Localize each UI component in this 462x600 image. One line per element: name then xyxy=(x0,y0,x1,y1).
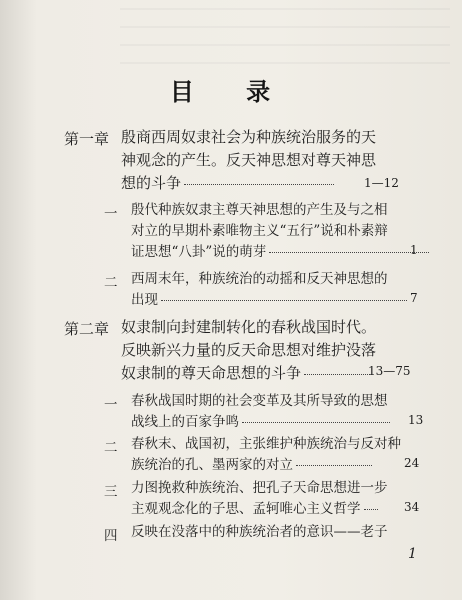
chapter-label: 第二章 xyxy=(64,320,110,338)
chapter-title: 殷商西周奴隶社会为种族统治服务的天 神观念的产生。反天神思想对尊天神思 想的斗争 xyxy=(121,128,377,192)
chapter-title: 奴隶制向封建制转化的春秋战国时代。 反映新兴力量的反天命思想对维护没落 奴隶制的尊天命思想的斗争 xyxy=(121,318,377,382)
leader-dots xyxy=(161,300,407,301)
page-title: 目 录 xyxy=(169,78,293,106)
leader-dots xyxy=(296,465,372,466)
page-folio-number: 1 xyxy=(408,546,417,562)
page-number: 24 xyxy=(404,456,420,470)
section-label: 二 xyxy=(104,440,118,456)
section-title: 殷代种族奴隶主尊天神思想的产生及与之相 对立的早期朴素唯物主义“五行”说和朴素辩 证思想“八卦”说的萌芽 xyxy=(131,200,432,263)
section-title: 力图挽救种族统治、把孔子天命思想进一步 主观观念化的子思、孟轲唯心主义哲学 xyxy=(131,480,388,517)
section-label: 三 xyxy=(104,484,118,500)
leader-dots xyxy=(364,509,378,510)
leader-dots xyxy=(269,252,429,253)
section-label: 二 xyxy=(104,275,118,291)
page-number: 7 xyxy=(410,291,418,305)
bleed-through-text xyxy=(120,8,450,68)
section-label: 四 xyxy=(104,528,118,544)
section-title: 春秋战国时期的社会变革及其所导致的思想 战线上的百家争鸣 xyxy=(131,391,393,433)
chapter-label: 第一章 xyxy=(64,130,110,148)
section-label: 一 xyxy=(104,397,118,413)
leader-dots xyxy=(242,422,390,423)
page-number: 1 xyxy=(410,243,418,257)
leader-dots xyxy=(184,184,334,185)
section-title: 西周末年，种族统治的动摇和反天神思想的 出现 xyxy=(131,269,410,311)
page-number: 13 xyxy=(408,413,424,427)
page-number: 34 xyxy=(404,500,420,514)
leader-dots xyxy=(304,374,370,375)
section-title: 反映在没落中的种族统治者的意识——老子 xyxy=(131,524,388,540)
page-range: 13—75 xyxy=(368,364,411,378)
page-range: 1—12 xyxy=(364,176,399,190)
section-label: 一 xyxy=(104,206,118,222)
section-title: 春秋末、战国初，主张维护种族统治与反对种 族统治的孔、墨两家的对立 xyxy=(131,436,401,473)
